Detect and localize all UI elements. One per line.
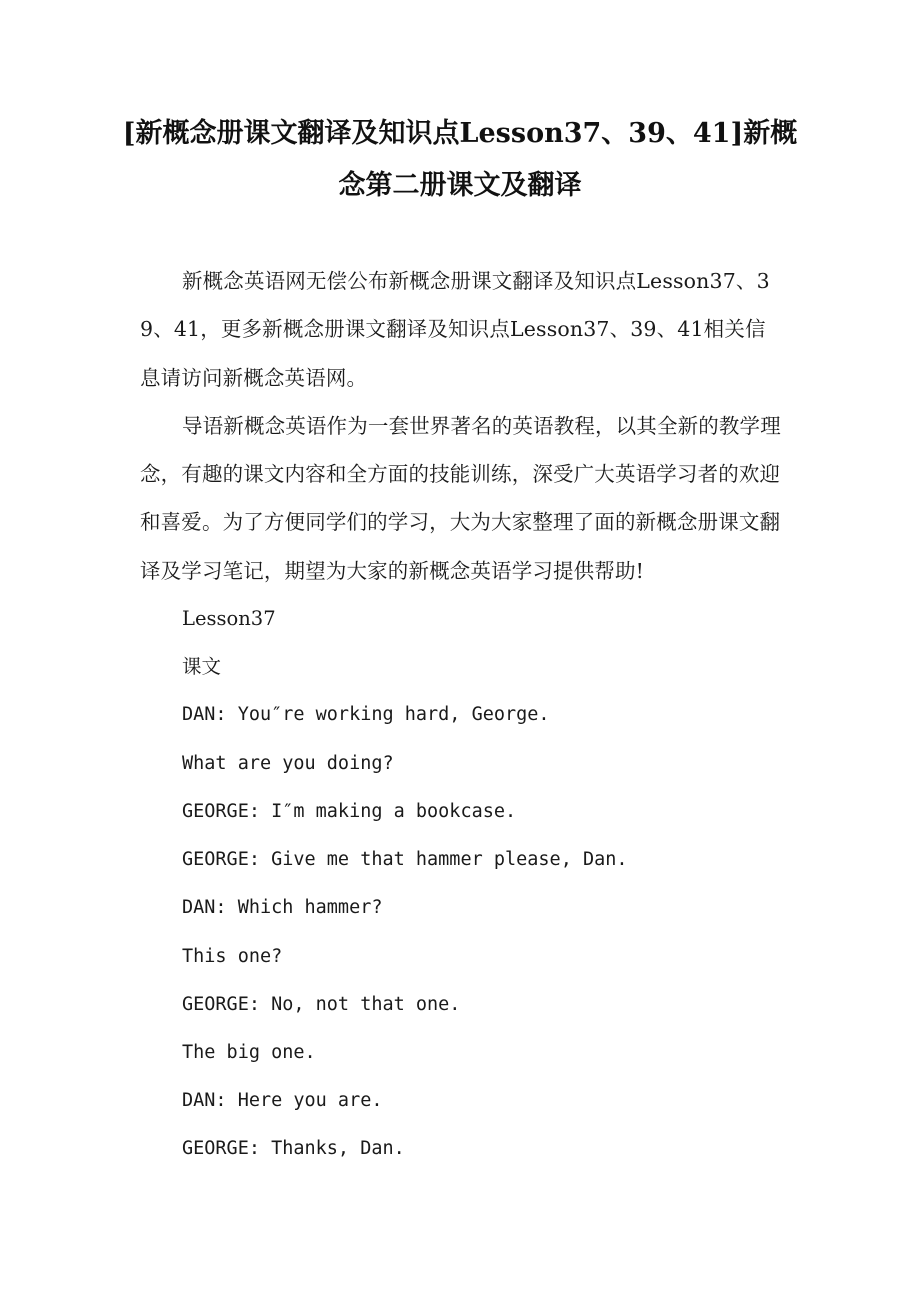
dialogue-line: DAN: You″re working hard, George.	[182, 704, 550, 726]
dialogue-line: GEORGE: Give me that hammer please, Dan.	[182, 849, 628, 871]
dialogue-line: GEORGE: No, not that one.	[182, 993, 461, 1015]
document-body	[140, 257, 785, 1174]
dialogue-line: This one?	[182, 945, 283, 967]
guide-paragraph: 导语新概念英语作为一套世界著名的英语教程，以其全新的教学理念，有趣的课文内容和全方面的技能训练，深受广大英语学习者的欢迎和喜爱。为了方便同学们的学习，大为大家整理了面的新概念册课文翻译及学习笔记，期望为大家的新概念英语学习提供帮助!	[140, 413, 781, 583]
document-title: [新概念册课文翻译及知识点Lesson37、39、41]新概念第二册课文及翻译	[122, 118, 798, 201]
section-label: 课文	[182, 655, 222, 679]
intro-paragraph: 新概念英语网无偿公布新概念册课文翻译及知识点Lesson37、39、41，更多新概念册课文翻译及知识点Lesson37、39、41相关信息请访问新概念英语网。	[140, 269, 770, 390]
dialogue-line: GEORGE: I″m making a bookcase.	[182, 800, 517, 822]
lesson-label: Lesson37	[182, 607, 276, 631]
dialogue-line: DAN: Here you are.	[182, 1090, 383, 1112]
dialogue-line: The big one.	[182, 1041, 316, 1063]
dialogue-line: DAN: Which hammer?	[182, 897, 383, 919]
dialogue-line: GEORGE: Thanks, Dan.	[182, 1138, 405, 1160]
dialogue-line: What are you doing?	[182, 752, 394, 774]
